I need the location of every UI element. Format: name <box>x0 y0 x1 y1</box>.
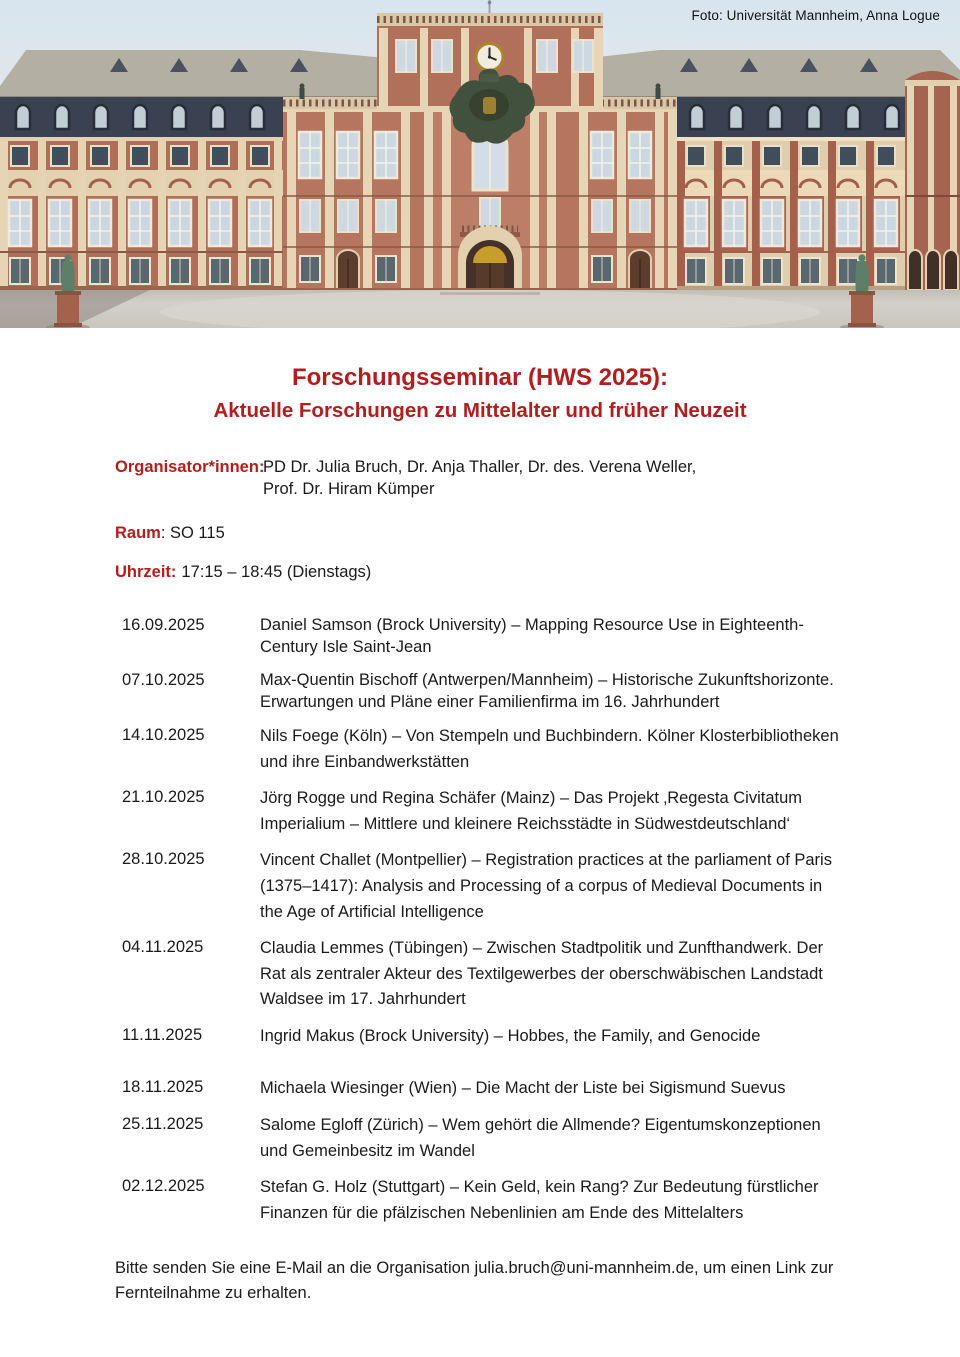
schedule-talk: Jörg Rogge und Regina Schäfer (Mainz) – Das Projekt ‚Regesta Civitatum Imperialium – Mittlere und kleinere Reichsstädte in Südwestdeutschland‘ <box>260 789 803 833</box>
schedule-list <box>122 614 960 1226</box>
organizers-line2: Prof. Dr. Hiram Kümper <box>263 479 435 498</box>
schedule-row <box>122 669 960 713</box>
schedule-date: 18.11.2025 <box>122 1078 204 1097</box>
schedule-date: 16.09.2025 <box>122 615 205 634</box>
courtyard <box>0 290 960 328</box>
room-row <box>115 523 960 545</box>
schedule-row <box>122 1175 960 1226</box>
room-label: Raum <box>115 523 161 542</box>
right-corner-pavilion <box>905 71 960 292</box>
schedule-talk: Vincent Challet (Montpellier) – Registration practices at the parliament of Paris (1375–1417): Analysis and Processing of a corpus of Medieval Documents in the Age of Artificial Intelligence <box>260 851 832 921</box>
schedule-date: 07.10.2025 <box>122 670 205 689</box>
schedule-talk: Nils Foege (Köln) – Von Stempeln und Buchbindern. Kölner Klosterbibliotheken und ihre Einbandwerkstätten <box>260 727 839 771</box>
schedule-talk: Salome Egloff (Zürich) – Wem gehört die Allmende? Eigentumskonzeptionen und Gemeinbesitz im Wandel <box>260 1115 821 1160</box>
organizers-names <box>263 457 863 501</box>
schedule-row <box>122 848 960 925</box>
remote-participation-note: Bitte senden Sie eine E-Mail an die Organisation julia.bruch@uni-mannheim.de, um einen Link zur Fernteilnahme zu erhalten. <box>115 1259 834 1302</box>
right-wing-roof <box>553 50 960 97</box>
photo-credit: Foto: Universität Mannheim, Anna Logue <box>691 8 940 23</box>
left-wing-roof <box>0 50 430 97</box>
schedule-talk: Stefan G. Holz (Stuttgart) – Kein Geld, kein Rang? Zur Bedeutung fürstlicher Finanzen für die pfälzischen Nebenlinien am Ende des Mittelalters <box>260 1178 819 1222</box>
schedule-date: 02.12.2025 <box>122 1177 205 1196</box>
schedule-row <box>122 614 960 658</box>
schedule-row <box>122 936 960 1013</box>
schedule-talk: Daniel Samson (Brock University) – Mapping Resource Use in Eighteenth-Century Isle Saint-Jean <box>260 615 804 656</box>
schedule-row <box>122 1024 960 1050</box>
schedule-row <box>122 724 960 775</box>
palace-photo <box>0 0 960 328</box>
left-mansard <box>0 97 283 137</box>
schedule-date: 28.10.2025 <box>122 850 205 869</box>
seminar-info <box>115 457 960 584</box>
schedule-talk: Ingrid Makus (Brock University) – Hobbes, the Family, and Genocide <box>260 1026 761 1045</box>
time-value: 17:15 – 18:45 (Dienstags) <box>181 562 372 581</box>
organizers-row <box>115 457 960 501</box>
time-label: Uhrzeit: <box>115 562 177 581</box>
organizers-label: Organisator*innen: <box>115 458 265 476</box>
schedule-date: 11.11.2025 <box>122 1025 203 1044</box>
schedule-talk: Claudia Lemmes (Tübingen) – Zwischen Stadtpolitik und Zunfthandwerk. Der Rat als zentraler Akteur des Textilgewerbes der oberschwäbischen Landstadt Waldsee im 17. Jahrhundert <box>260 939 824 1009</box>
schedule-row <box>122 786 960 837</box>
time-row <box>115 562 960 584</box>
schedule-date: 21.10.2025 <box>122 788 205 807</box>
schedule-date: 25.11.2025 <box>122 1114 204 1133</box>
seminar-title: Forschungsseminar (HWS 2025): <box>291 364 669 391</box>
schedule-talk: Max-Quentin Bischoff (Antwerpen/Mannheim) – Historische Zukunftshorizonte. Erwartungen und Pläne einer Familienfirma im 16. Jahrhundert <box>260 670 834 712</box>
seminar-subtitle: Aktuelle Forschungen zu Mittelalter und früher Neuzeit <box>213 399 747 422</box>
schedule-talk: Michaela Wiesinger (Wien) – Die Macht der Liste bei Sigismund Suevus <box>260 1079 786 1098</box>
schedule-date: 14.10.2025 <box>122 726 205 745</box>
schedule-row <box>122 1113 960 1164</box>
left-wing-facade <box>0 137 283 292</box>
organizers-line1: PD Dr. Julia Bruch, Dr. Anja Thaller, Dr. des. Verena Weller, <box>263 458 697 476</box>
room-value: : SO 115 <box>160 523 225 542</box>
palace-illustration <box>0 0 960 328</box>
schedule-date: 04.11.2025 <box>122 938 204 957</box>
schedule-row <box>122 1076 960 1102</box>
